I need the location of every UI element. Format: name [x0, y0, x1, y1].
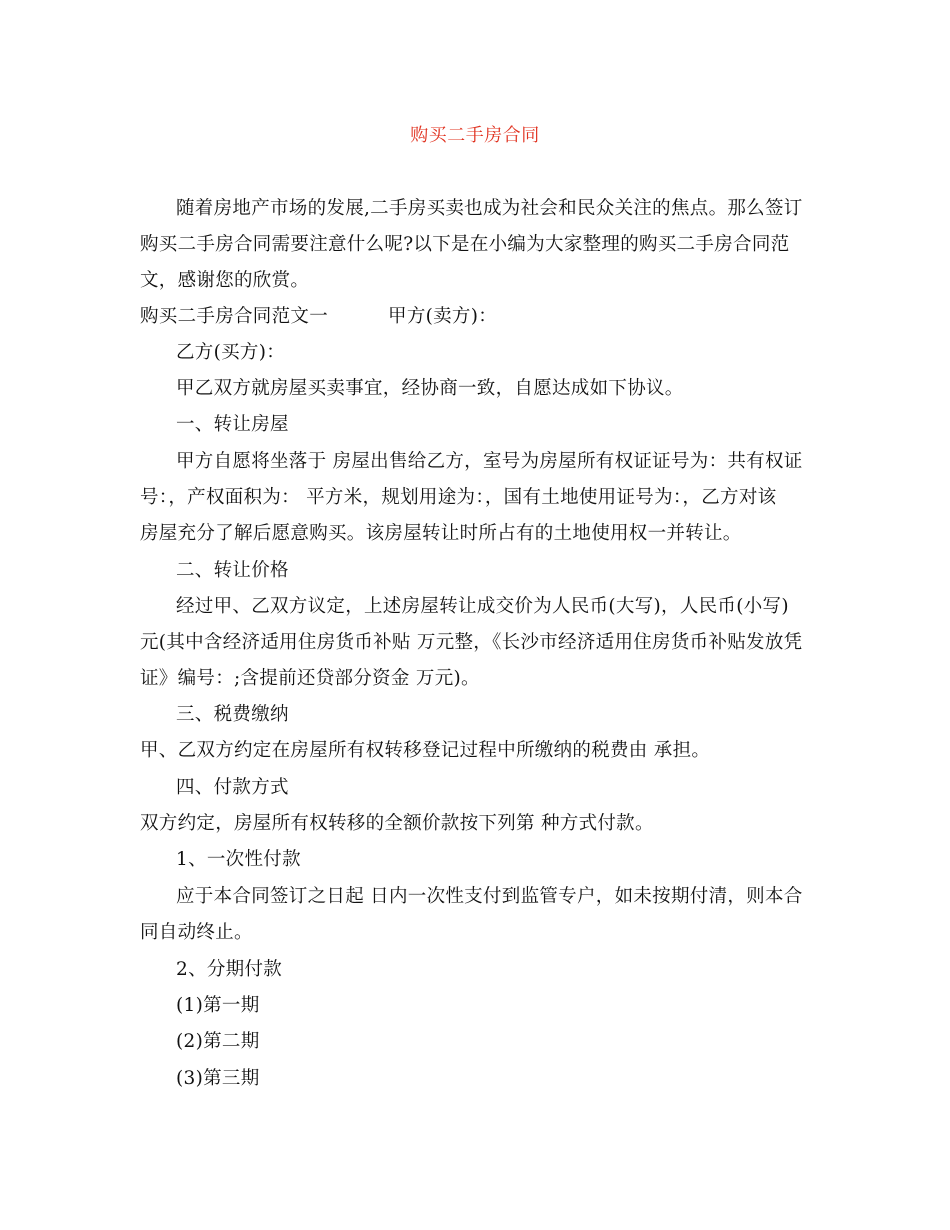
paragraph-line: 购买二手房合同需要注意什么呢?以下是在小编为大家整理的购买二手房合同范: [140, 234, 790, 255]
paragraph-line: 房屋充分了解后愿意购买。该房屋转让时所占有的土地使用权一并转让。: [140, 523, 742, 544]
paragraph-line: 甲方自愿将坐落于 房屋出售给乙方，室号为房屋所有权证证号为：共有权证: [176, 451, 803, 472]
sample-heading: 购买二手房合同范文一: [140, 306, 329, 327]
paragraph-line: 同自动终止。: [140, 922, 253, 943]
section-heading: 二、转让价格: [176, 560, 289, 581]
party-b-label: 乙方(买方)：: [176, 342, 286, 363]
party-a-label: 甲方(卖方)：: [388, 306, 498, 327]
heading-line: [140, 304, 497, 330]
list-item: (3)第三期: [176, 1068, 260, 1089]
subsection-heading: 2、分期付款: [176, 959, 283, 980]
section-heading: 三、税费缴纳: [176, 704, 289, 725]
paragraph-line: 应于本合同签订之日起 日内一次性支付到监管专户，如未按期付清，则本合: [176, 886, 803, 907]
paragraph-line: 甲乙双方就房屋买卖事宜，经协商一致，自愿达成如下协议。: [176, 378, 684, 399]
paragraph-line: 证》编号：;含提前还贷部分资金 万元)。: [140, 668, 480, 689]
section-heading: 四、付款方式: [176, 777, 289, 798]
paragraph-line: 经过甲、乙双方议定，上述房屋转让成交价为人民币(大写)，人民币(小写): [176, 596, 789, 617]
paragraph-line: 元(其中含经济适用住房货币补贴 万元整，《长沙市经济适用住房货币补贴发放凭: [140, 632, 803, 653]
document-title: 购买二手房合同: [410, 125, 540, 146]
paragraph-line: 文，感谢您的欣赏。: [140, 270, 310, 291]
paragraph-line: 甲、乙双方约定在房屋所有权转移登记过程中所缴纳的税费由 承担。: [140, 740, 711, 761]
subsection-heading: 1、一次性付款: [176, 849, 301, 870]
section-heading: 一、转让房屋: [176, 414, 289, 435]
list-item: (2)第二期: [176, 1031, 260, 1052]
paragraph-line: 号：，产权面积为： 平方米，规划用途为：，国有土地使用证号为：，乙方对该: [140, 487, 777, 508]
paragraph-line: 随着房地产市场的发展,二手房买卖也成为社会和民众关注的焦点。那么签订: [176, 198, 803, 219]
paragraph-line: 双方约定，房屋所有权转移的全额价款按下列第 种方式付款。: [140, 813, 654, 834]
list-item: (1)第一期: [176, 995, 260, 1016]
